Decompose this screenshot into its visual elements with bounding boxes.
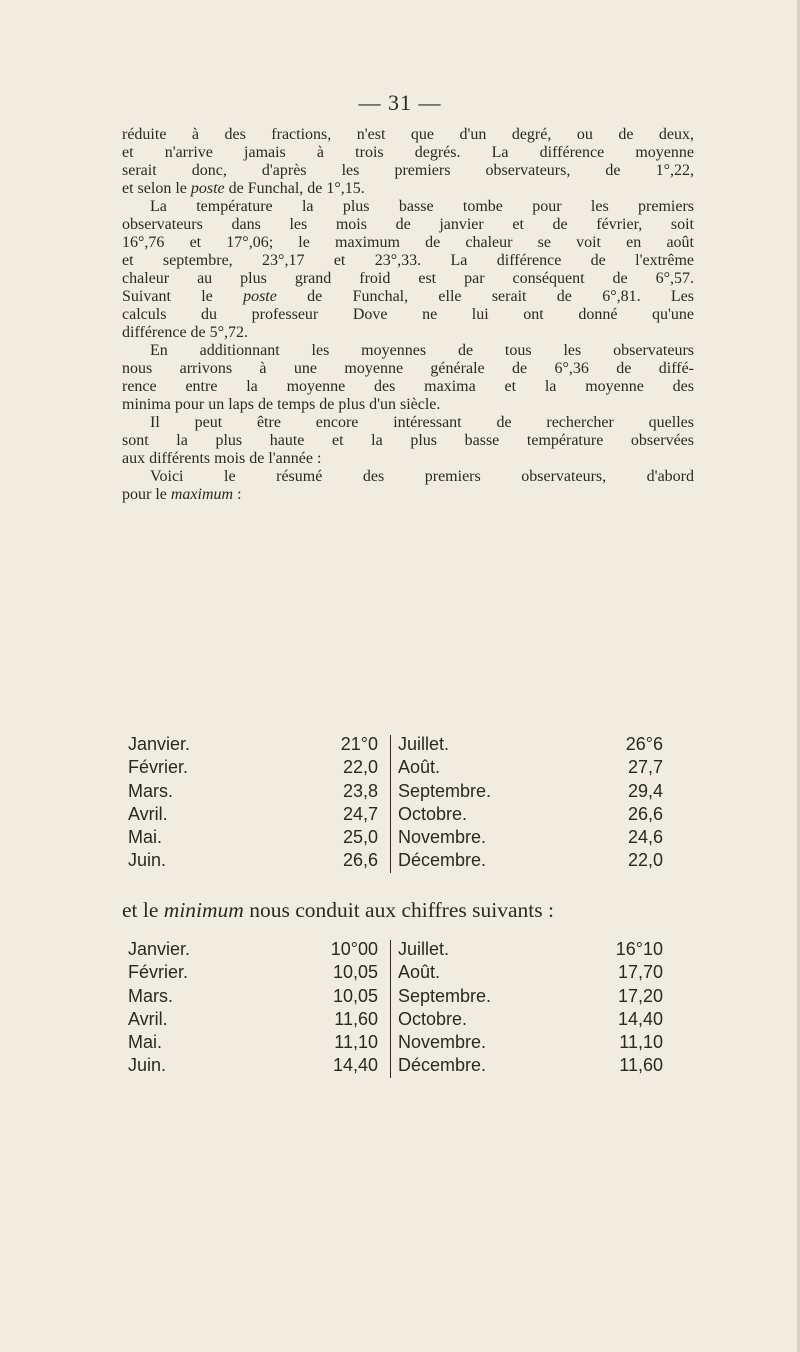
month-label: Avril.: [128, 1008, 168, 1029]
month-label: Octobre.: [398, 1008, 468, 1029]
month-label: Juin.: [128, 850, 167, 871]
table-row: [398, 733, 663, 756]
page-number: — 31 —: [358, 90, 442, 115]
temperature-value: 17,70: [617, 962, 663, 983]
month-label: Novembre.: [398, 1032, 487, 1053]
month-label: Mars.: [128, 985, 173, 1006]
column-divider: [390, 940, 391, 1078]
table-row: [398, 938, 663, 961]
temperature-value: 10,05: [332, 962, 378, 983]
temperature-value: 14,40: [617, 1008, 663, 1029]
italic-term: poste: [243, 288, 277, 305]
temperature-value: 10°00: [330, 939, 378, 959]
month-label: Août.: [398, 962, 441, 983]
paragraph-4: [122, 414, 694, 468]
temperature-value: 23,8: [342, 780, 378, 801]
temperature-value: 21°0: [340, 734, 378, 754]
text-line: 16°,76 et 17°,06; le maximum de chaleur se voit en août: [122, 234, 694, 251]
month-label: Mai.: [128, 1032, 163, 1053]
text-line: et septembre, 23°,17 et 23°,33. La différence de l'extrême: [122, 252, 694, 269]
text-line: Voici le résumé des premiers observateurs, d'abord: [150, 468, 694, 485]
month-label: Septembre.: [398, 985, 492, 1006]
italic-term: poste: [190, 180, 225, 197]
table-row: [398, 1031, 663, 1054]
month-label: Janvier.: [128, 939, 191, 959]
temperature-value: 26°6: [625, 734, 663, 754]
text-run: de Funchal, elle serait de 6°,81. Les: [276, 288, 694, 305]
month-label: Octobre.: [398, 803, 468, 824]
paragraph-3: [122, 342, 694, 414]
temperature-value: 25,0: [342, 827, 378, 848]
italic-term: minimum: [163, 898, 244, 922]
table-row: [128, 849, 378, 872]
table-row: [128, 780, 378, 803]
text-run: et selon le: [122, 180, 191, 197]
month-label: Septembre.: [398, 780, 492, 801]
table-row: [128, 1031, 378, 1054]
text-line: rence entre la moyenne des maxima et la moyenne des: [122, 378, 694, 395]
text-line: En additionnant les moyennes de tous les observateurs: [150, 342, 694, 359]
table-row: [128, 733, 378, 756]
month-label: Juillet.: [398, 734, 450, 754]
month-label: Mai.: [128, 827, 163, 848]
month-label: Février.: [128, 962, 189, 983]
text-line: observateurs dans les mois de janvier et de février, soit: [122, 216, 694, 233]
text-line: sont la plus haute et la plus basse température observées: [122, 432, 694, 449]
temperature-value: 29,4: [627, 780, 663, 801]
text-line: et n'arrive jamais à trois degrés. La différence moyenne: [122, 144, 694, 161]
paragraph-2: [122, 198, 694, 342]
table-row: [398, 1008, 663, 1031]
table-row: [398, 961, 663, 984]
minimum-table: [128, 938, 668, 1080]
text-line: La température la plus basse tombe pour les premiers: [150, 198, 694, 215]
text-line: nous arrivons à une moyenne générale de 6°,36 de diffé-: [122, 360, 694, 377]
text-line: serait donc, d'après les premiers observateurs, de 1°,22,: [122, 162, 694, 179]
temperature-value: 22,0: [342, 757, 378, 778]
table-row: [128, 985, 378, 1008]
text-run: :: [233, 486, 242, 503]
table-row: [128, 826, 378, 849]
text-line: chaleur au plus grand froid est par conséquent de 6°,57.: [122, 270, 694, 287]
text-line: différence de 5°,72.: [122, 324, 249, 341]
month-label: Août.: [398, 757, 441, 778]
month-label: Juin.: [128, 1055, 167, 1076]
month-label: Novembre.: [398, 827, 487, 848]
text-line: [122, 486, 694, 504]
paragraph-1: [122, 126, 694, 198]
text-run: de Funchal, de 1°,15.: [224, 180, 365, 197]
temperature-value: 24,7: [342, 803, 378, 824]
temperature-value: 26,6: [627, 803, 663, 824]
month-label: Décembre.: [398, 850, 487, 871]
temperature-value: 27,7: [627, 757, 663, 778]
text-line: [122, 288, 694, 306]
table-row: [128, 803, 378, 826]
text-run: et le: [122, 898, 164, 922]
table-row: [398, 985, 663, 1008]
month-label: Décembre.: [398, 1055, 487, 1076]
table-row: [398, 756, 663, 779]
temperature-value: 24,6: [627, 827, 663, 848]
temperature-value: 14,40: [332, 1055, 378, 1076]
maximum-table: [128, 733, 668, 875]
table-column-left: [128, 938, 378, 1078]
temperature-value: 11,10: [619, 1032, 663, 1053]
text-line: réduite à des fractions, n'est que d'un degré, ou de deux,: [122, 126, 694, 143]
table-row: [128, 961, 378, 984]
text-line: Il peut être encore intéressant de rechercher quelles: [150, 414, 694, 431]
table-row: [128, 938, 378, 961]
temperature-value: 11,60: [619, 1055, 663, 1076]
text-run: pour le: [122, 486, 171, 503]
month-label: Mars.: [128, 780, 173, 801]
table-row: [128, 1054, 378, 1077]
table-row: [398, 780, 663, 803]
transition-sentence: [122, 898, 554, 923]
text-run: Suivant le: [122, 288, 244, 305]
italic-term: maximum: [170, 486, 234, 503]
body-text: [122, 126, 694, 504]
temperature-value: 17,20: [617, 985, 663, 1006]
column-divider: [390, 735, 391, 873]
month-label: Janvier.: [128, 734, 191, 754]
text-run: nous conduit aux chiffres suivants :: [243, 898, 554, 922]
temperature-value: 22,0: [627, 850, 663, 871]
month-label: Avril.: [128, 803, 168, 824]
table-column-right: [398, 733, 663, 873]
table-row: [128, 1008, 378, 1031]
table-row: [398, 1054, 663, 1077]
temperature-value: 10,05: [332, 985, 378, 1006]
month-label: Juillet.: [398, 939, 450, 959]
temperature-value: 26,6: [342, 850, 378, 871]
text-line: minima pour un laps de temps de plus d'un siècle.: [122, 396, 441, 413]
table-column-right: [398, 938, 663, 1078]
temperature-value: 11,60: [334, 1008, 378, 1029]
text-line: aux différents mois de l'année :: [122, 450, 322, 467]
temperature-value: 11,10: [334, 1032, 378, 1053]
table-row: [128, 756, 378, 779]
month-label: Février.: [128, 757, 189, 778]
table-column-left: [128, 733, 378, 873]
text-line: [122, 180, 694, 198]
table-row: [398, 849, 663, 872]
text-line: calculs du professeur Dove ne lui ont donné qu'une: [122, 306, 694, 323]
paragraph-5: [122, 468, 694, 504]
table-row: [398, 826, 663, 849]
temperature-value: 16°10: [615, 939, 663, 959]
table-row: [398, 803, 663, 826]
